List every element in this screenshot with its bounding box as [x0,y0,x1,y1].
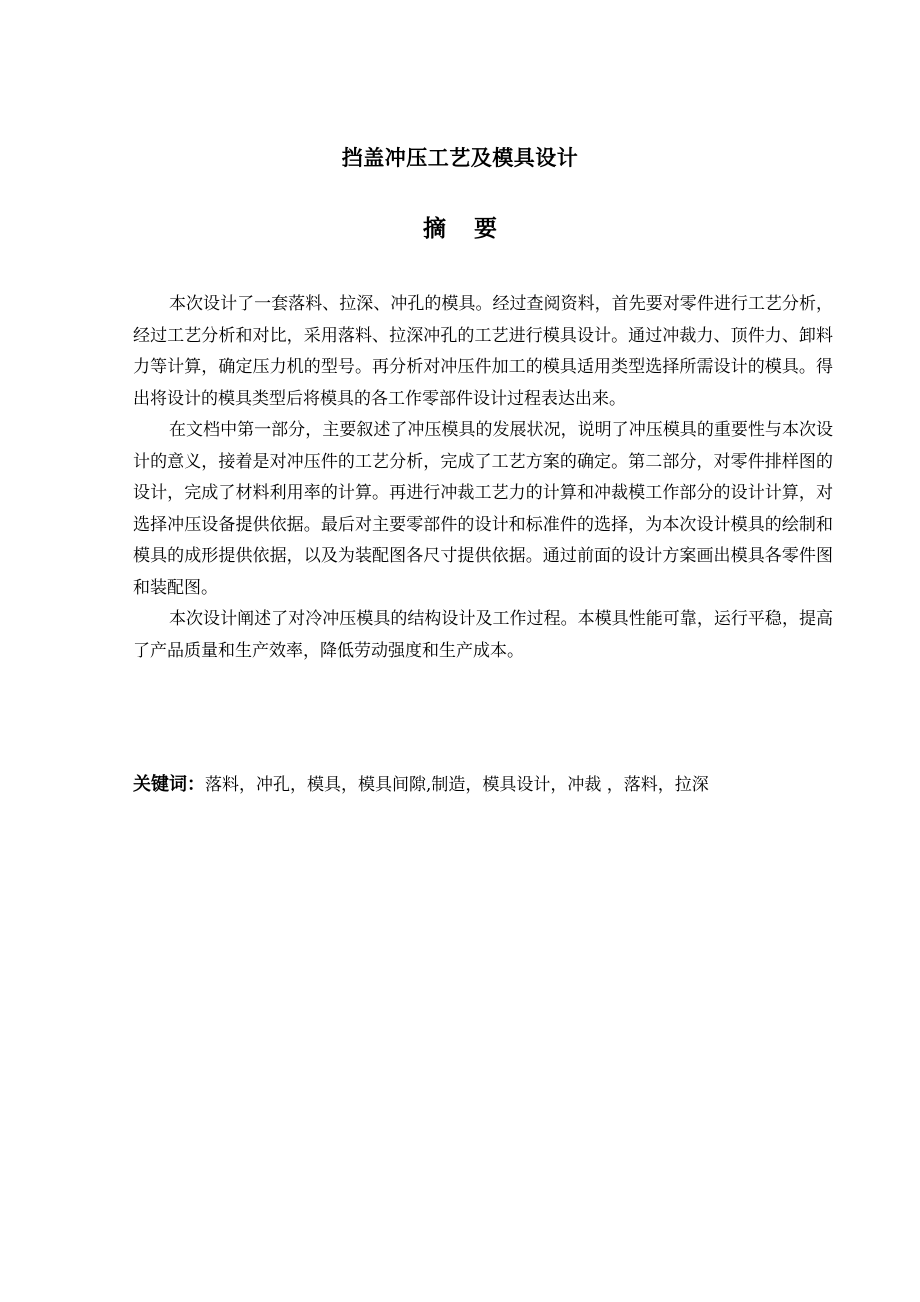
abstract-paragraph-3: 本次设计阐述了对冷冲压模具的结构设计及工作过程。本模具性能可靠，运行平稳，提高了产品质量和生产效率，降低劳动强度和生产成本。 [133,609,833,661]
abstract-paragraph-2: 在文档中第一部分，主要叙述了冲压模具的发展状况，说明了冲压模具的重要性与本次设计的意义，接着是对冲压件的工艺分析，完成了工艺方案的确定。第二部分，对零件排样图的设计，完成了材料利用率的计算。再进行冲裁工艺力的计算和冲裁模工作部分的设计计算，对选择冲压设备提供依据。最后对主要零部件的设计和标准件的选择，为本次设计模具的绘制和模具的成形提供依据，以及为装配图各尺寸提供依据。通过前面的设计方案画出模具各零件图和装配图。 [133,420,833,598]
abstract-body [133,289,833,667]
abstract-paragraph-1: 本次设计了一套落料、拉深、冲孔的模具。经过查阅资料，首先要对零件进行工艺分析，经过工艺分析和对比，采用落料、拉深冲孔的工艺进行模具设计。通过冲裁力、顶件力、卸料力等计算，确定压力机的型号。再分析对冲压件加工的模具适用类型选择所需设计的模具。得出将设计的模具类型后将模具的各工作零部件设计过程表达出来。 [133,294,833,409]
keywords-label: 关键词： [133,774,205,795]
keywords-line [133,770,853,800]
abstract-heading: 摘 要 [422,216,507,242]
document-title: 挡盖冲压工艺及模具设计 [341,146,579,170]
keywords-text: 落料，冲孔，模具，模具间隙,制造，模具设计，冲裁 ，落料，拉深 [205,775,709,795]
